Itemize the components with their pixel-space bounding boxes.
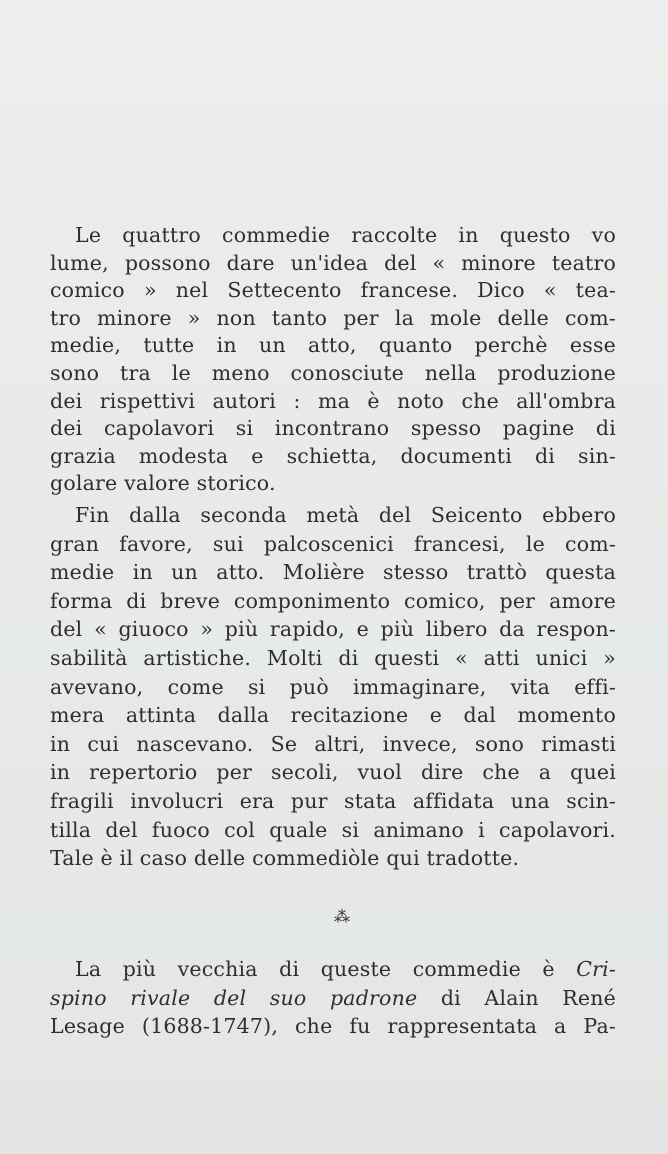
paragraph-3 [50, 955, 616, 1041]
text-line: sono tra le meno conosciute nella produzione [50, 360, 616, 385]
text-line: mera attinta dalla recitazione e dal momento [50, 703, 616, 728]
text-line: Lesage (1688-1747), che fu rappresentata a Pa- [50, 1014, 616, 1039]
text-line: in repertorio per secoli, vuol dire che a quei [50, 760, 616, 785]
text-line: gran favore, sui palcoscenici francesi, le com- [50, 531, 616, 556]
text-line: La più vecchia di queste commedie è Cri- [75, 957, 616, 981]
text-line: avevano, come si può immaginare, vita effi- [50, 674, 616, 699]
text-line: forma di breve componimento comico, per amore [50, 588, 616, 613]
text-line: spino rivale del suo padrone di Alain René [50, 985, 617, 1010]
text-line: del « giuoco » più rapido, e più libero da respon- [50, 617, 616, 642]
text-line: tilla del fuoco col quale si animano i capolavori. [50, 817, 616, 842]
paragraph-2 [50, 501, 616, 873]
text-line: Le quattro commedie raccolte in questo vo [75, 223, 616, 247]
text-line: tro minore » non tanto per la mole delle com- [50, 305, 616, 330]
text-line: dei capolavori si incontrano spesso pagine di [50, 416, 616, 441]
text-line: comico » nel Settecento francese. Dico « tea- [50, 278, 616, 303]
text-line: medie in un atto. Molière stesso trattò questa [50, 560, 616, 585]
text-line: dei rispettivi autori : ma è noto che all'ombra [50, 388, 616, 413]
text-line: grazia modesta e schietta, documenti di sin- [50, 443, 616, 468]
text-line: Fin dalla seconda metà del Seicento ebbero [75, 503, 616, 527]
text-line: in cui nascevano. Se altri, invece, sono rimasti [50, 731, 616, 756]
text-line: fragili involucri era pur stata affidata una scin- [50, 788, 616, 813]
paragraph-1 [50, 222, 616, 498]
text-line: sabilità artistiche. Molti di questi « atti unici » [50, 645, 616, 670]
text-line: medie, tutte in un atto, quanto perchè esse [50, 333, 616, 358]
text-line: lume, possono dare un'idea del « minore teatro [50, 250, 616, 275]
asterism: ⁂ [334, 907, 350, 926]
text-line: Tale è il caso delle commediòle qui tradotte. [50, 846, 520, 871]
text-line: golare valore storico. [50, 471, 276, 496]
